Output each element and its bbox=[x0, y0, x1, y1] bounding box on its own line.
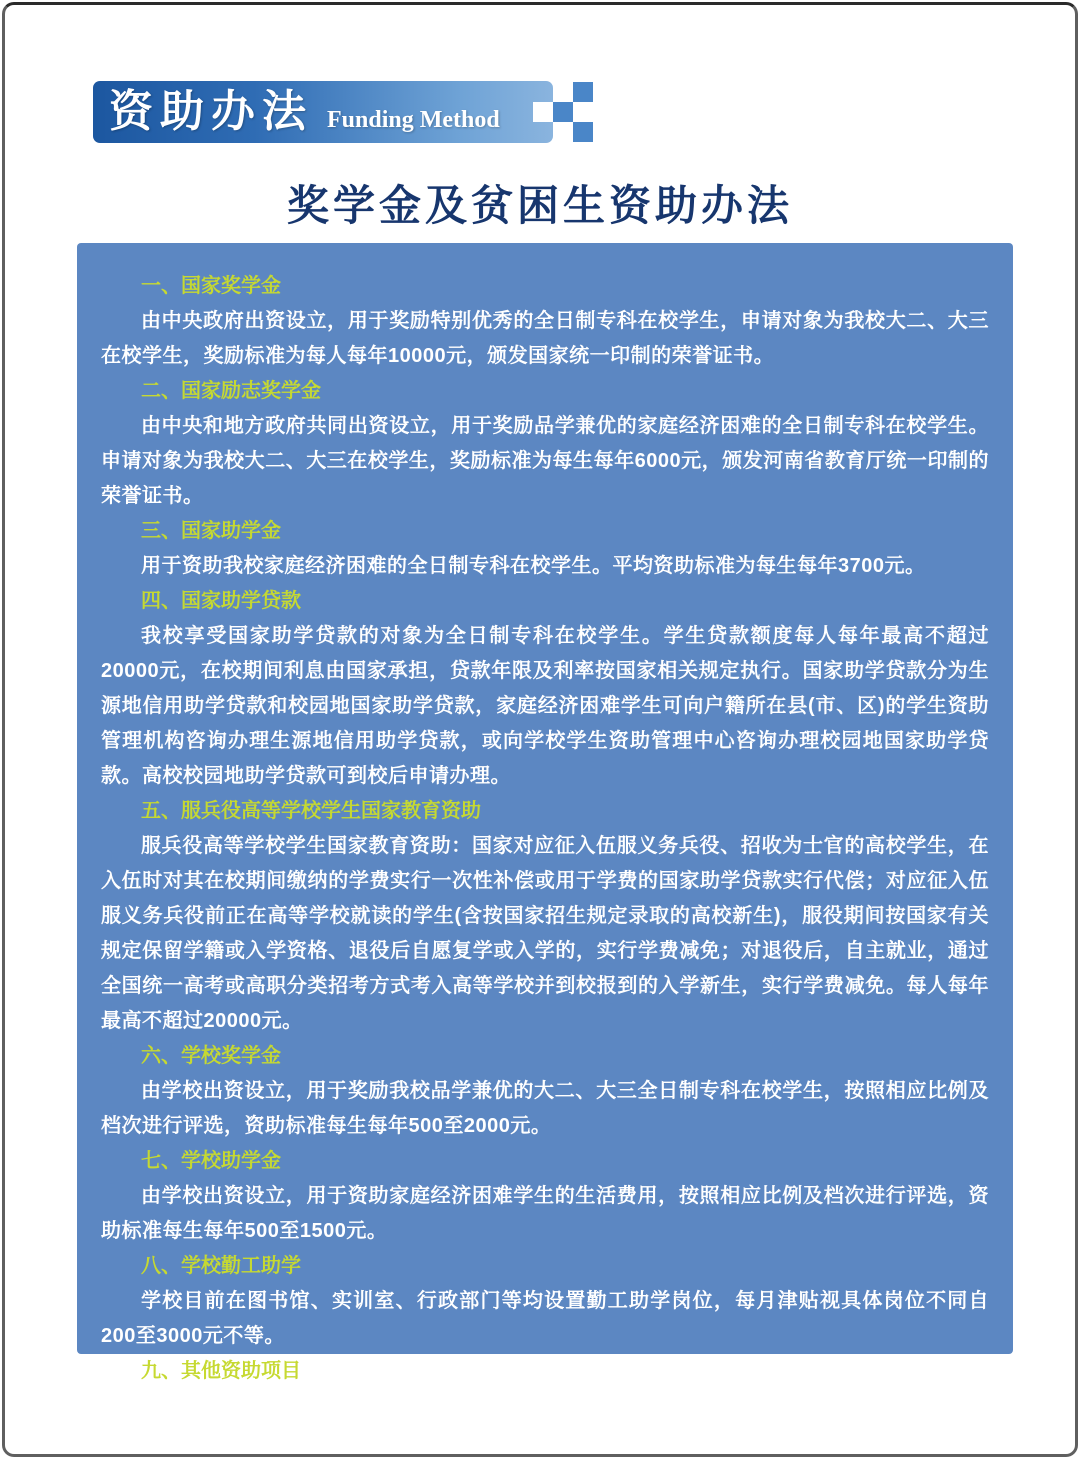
banner-title-zh: 资助办法 bbox=[109, 87, 313, 136]
checker-square-bottom-icon bbox=[573, 122, 593, 142]
section-heading: 二、国家励志奖学金 bbox=[141, 380, 321, 402]
section-paragraph: 由中央和地方政府共同出资设立，用于奖励品学兼优的家庭经济困难的全日制专科在校学生。申请对象为我校大二、大三在校学生，奖励标准为每生每年6000元，颁发河南省教育厅统一印制的荣誉证书。 bbox=[101, 415, 989, 507]
section-paragraph: 我校享受国家助学贷款的对象为全日制专科在校学生。学生贷款额度每人每年最高不超过20000元，在校期间利息由国家承担，贷款年限及利率按国家相关规定执行。国家助学贷款分为生源地信用助学贷款和校园地国家助学贷款，家庭经济困难学生可向户籍所在县(市、区)的学生资助管理机构咨询办理生源地信用助学贷款，或向学校学生资助管理中心咨询办理校园地国家助学贷款。高校校园地助学贷款可到校后申请办理。 bbox=[101, 625, 989, 787]
section-heading: 五、服兵役高等学校学生国家教育资助 bbox=[141, 800, 481, 822]
section-heading: 一、国家奖学金 bbox=[141, 275, 281, 297]
section-heading: 六、学校奖学金 bbox=[141, 1045, 281, 1067]
section-heading: 三、国家助学金 bbox=[141, 520, 281, 542]
funding-sections-box bbox=[77, 243, 1013, 1452]
checker-square-top-icon bbox=[573, 82, 593, 102]
checker-square-mid-icon bbox=[553, 102, 573, 122]
section-heading: 八、学校勤工助学 bbox=[141, 1255, 301, 1277]
section-paragraph: 由学校出资设立，用于资助家庭经济困难学生的生活费用，按照相应比例及档次进行评选，资助标准每生每年500至1500元。 bbox=[101, 1185, 989, 1242]
banner-title-en: Funding Method bbox=[327, 107, 500, 133]
section-paragraph: 由中央政府出资设立，用于奖励特别优秀的全日制专科在校学生，申请对象为我校大二、大三在校学生，奖励标准为每人每年10000元，颁发国家统一印制的荣誉证书。 bbox=[101, 310, 989, 367]
section-paragraph: 用于资助我校家庭经济困难的全日制专科在校学生。平均资助标准为每生每年3700元。 bbox=[141, 555, 926, 577]
section-paragraph: 除上述资助项目外，学校还设立有“绿色通道”、学费减免、临时困难补助等，用以解决学生在校学习期间遇到的突发性、临时性、特殊性的经济困难，帮助学生顺利完成学业。 bbox=[101, 1395, 989, 1452]
checker-square-white-icon bbox=[533, 102, 553, 122]
section-paragraph: 由学校出资设立，用于奖励我校品学兼优的大二、大三全日制专科在校学生，按照相应比例及档次进行评选，资助标准每生每年500至2000元。 bbox=[101, 1080, 989, 1137]
section-heading: 七、学校助学金 bbox=[141, 1150, 281, 1172]
section-paragraph: 学校目前在图书馆、实训室、行政部门等均设置勤工助学岗位，每月津贴视具体岗位不同自200至3000元不等。 bbox=[101, 1290, 989, 1347]
section-heading: 四、国家助学贷款 bbox=[141, 590, 301, 612]
section-paragraph: 服兵役高等学校学生国家教育资助：国家对应征入伍服义务兵役、招收为士官的高校学生，在入伍时对其在校期间缴纳的学费实行一次性补偿或用于学费的国家助学贷款实行代偿；对应征入伍服义务兵役前正在高等学校就读的学生(含按国家招生规定录取的高校新生)，服役期间按国家有关规定保留学籍或入学资格、退役后自愿复学或入学的，实行学费减免；对退役后，自主就业，通过全国统一高考或高职分类招考方式考入高等学校并到校报到的入学新生，实行学费减免。每人每年最高不超过20000元。 bbox=[101, 835, 989, 1032]
page-title: 奖学金及贫困生资助办法 bbox=[286, 182, 793, 229]
header-banner bbox=[93, 81, 553, 143]
section-heading: 九、其他资助项目 bbox=[141, 1360, 301, 1382]
page-frame bbox=[2, 2, 1078, 1457]
